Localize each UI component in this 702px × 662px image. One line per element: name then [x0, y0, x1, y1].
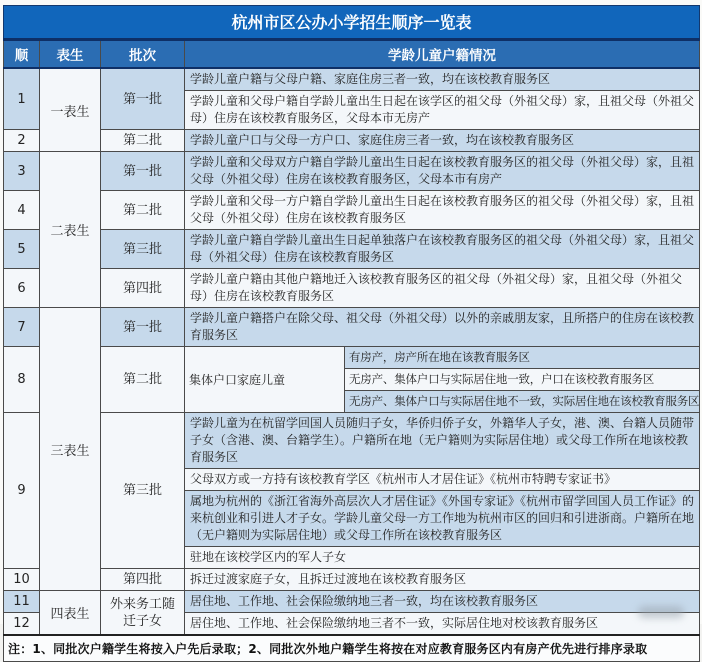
batch-cell: 外来务工随迁子女 [101, 591, 185, 636]
content-subcell: 无房产、集体户口与实际居住地不一致，实际居住地在该校教育服务区 [345, 391, 700, 413]
order-cell: 1 [4, 68, 40, 130]
batch-cell: 第二批 [101, 191, 185, 230]
order-cell: 3 [4, 152, 40, 191]
content-cell: 属地为杭州的《浙江省海外高层次人才居住证》《外国专家证》《杭州市留学回国人员工作证》的来杭创业和引进人才子女。学龄儿童父母一方工作地为杭州市区的回归和引进浙商。户籍所在地（无户籍则为实际居住地）或父母工作所在该校教育服务区 [185, 491, 700, 547]
batch-cell: 第二批 [101, 347, 185, 413]
batch-cell: 第三批 [101, 230, 185, 269]
enrollment-order-table [3, 5, 700, 662]
table-row [4, 308, 700, 347]
content-cell: 父母双方或一方持有该校教育学区《杭州市人才居住证》《杭州市特聘专家证书》 [185, 469, 700, 491]
content-cell: 学龄儿童户籍由其他户籍地迁入该校教育服务区的祖父母（外祖父母）家，且祖父母（外祖父母）住房在该校教育服务区 [185, 269, 700, 308]
table-row [4, 569, 700, 591]
content-cell: 学龄儿童和父母双方户籍自学龄儿童出生日起在该校教育服务区的祖父母（外祖父母）家，且祖父母（外祖父母）住房在该校教育服务区，父母本市有房产 [185, 152, 700, 191]
col-header-order: 顺 [4, 40, 40, 69]
col-header-category: 表生 [40, 40, 101, 69]
content-subcell: 无房产、集体户口与实际居住地一致，户口在该校教育服务区 [345, 369, 700, 391]
footnote: 注：1、同批次户籍学生将按入户先后录取；2、同批次外地户籍学生将按在对应教育服务区内有房产优先进行排序录取 [4, 635, 700, 662]
order-cell: 7 [4, 308, 40, 347]
table-row [4, 413, 700, 469]
group-label-cell: 集体户口家庭儿童 [185, 347, 345, 413]
content-cell: 学龄儿童户籍搭户在除父母、祖父母（外祖父母）以外的亲戚朋友家，且所搭户的住房在该校教育服务区 [185, 308, 700, 347]
batch-cell: 第一批 [101, 152, 185, 191]
content-cell: 学龄儿童为在杭留学回国人员随归子女，华侨归侨子女，外籍华人子女，港、澳、台籍人员随带子女（含港、澳、台籍学生）。户籍所在地（无户籍则为实际居住地）或父母工作所在地该校教育服务区 [185, 413, 700, 469]
batch-cell: 第二批 [101, 130, 185, 152]
col-header-batch: 批次 [101, 40, 185, 69]
header-row [4, 40, 700, 69]
col-header-household-status: 学龄儿童户籍情况 [185, 40, 700, 69]
enrollment-table-wrap [3, 5, 699, 662]
order-cell: 8 [4, 347, 40, 413]
content-cell: 学龄儿童和父母户籍自学龄儿童出生日起在该学区的祖父母（外祖父母）家，且祖父母（外祖父母）住房在该校教育服务区，父母本市无房产 [185, 91, 700, 130]
table-row [4, 68, 700, 91]
category-cell: 三表生 [40, 308, 101, 591]
batch-cell: 第四批 [101, 269, 185, 308]
category-cell: 四表生 [40, 591, 101, 636]
category-cell: 二表生 [40, 152, 101, 308]
content-cell: 驻地在该校学区内的军人子女 [185, 547, 700, 569]
table-row [4, 591, 700, 613]
order-cell: 5 [4, 230, 40, 269]
batch-cell: 第一批 [101, 68, 185, 130]
order-cell: 9 [4, 413, 40, 569]
content-cell: 拆迁过渡家庭子女，且拆迁过渡地在该校教育服务区 [185, 569, 700, 591]
content-cell: 学龄儿童和父母一方户籍自学龄儿童出生日起在该校教育服务区的祖父母（外祖父母）家，且祖父母（外祖父母）住房在该校教育服务区 [185, 191, 700, 230]
table-body [4, 68, 700, 635]
batch-cell: 第一批 [101, 308, 185, 347]
content-cell: 学龄儿童户籍与父母户籍、家庭住房三者一致，均在该校教育服务区 [185, 68, 700, 91]
table-row [4, 347, 700, 369]
table-row [4, 269, 700, 308]
content-cell: 居住地、工作地、社会保险缴纳地三者一致，均在该校教育服务区 [185, 591, 700, 613]
order-cell: 10 [4, 569, 40, 591]
table-row [4, 130, 700, 152]
watermark-smudge [638, 606, 684, 618]
table-row [4, 152, 700, 191]
order-cell: 4 [4, 191, 40, 230]
order-cell: 2 [4, 130, 40, 152]
table-row [4, 191, 700, 230]
content-cell: 学龄儿童户口与父母一方户口、家庭住房三者一致，均在该校教育服务区 [185, 130, 700, 152]
order-cell: 12 [4, 613, 40, 636]
order-cell: 6 [4, 269, 40, 308]
order-cell: 11 [4, 591, 40, 613]
batch-cell: 第三批 [101, 413, 185, 569]
page-title: 杭州市区公办小学招生顺序一览表 [4, 6, 700, 40]
content-cell: 学龄儿童户籍自学龄儿童出生日起单独落户在该校教育服务区的祖父母（外祖父母）家，且祖父母（外祖父母）住房在该校教育服务区 [185, 230, 700, 269]
content-subcell: 有房产，房产所在地在该教育服务区 [345, 347, 700, 369]
table-row [4, 230, 700, 269]
content-cell: 居住地、工作地、社会保险缴纳地三者不一致，实际居住地对校该教育服务区 [185, 613, 700, 636]
category-cell: 一表生 [40, 68, 101, 152]
batch-cell: 第四批 [101, 569, 185, 591]
